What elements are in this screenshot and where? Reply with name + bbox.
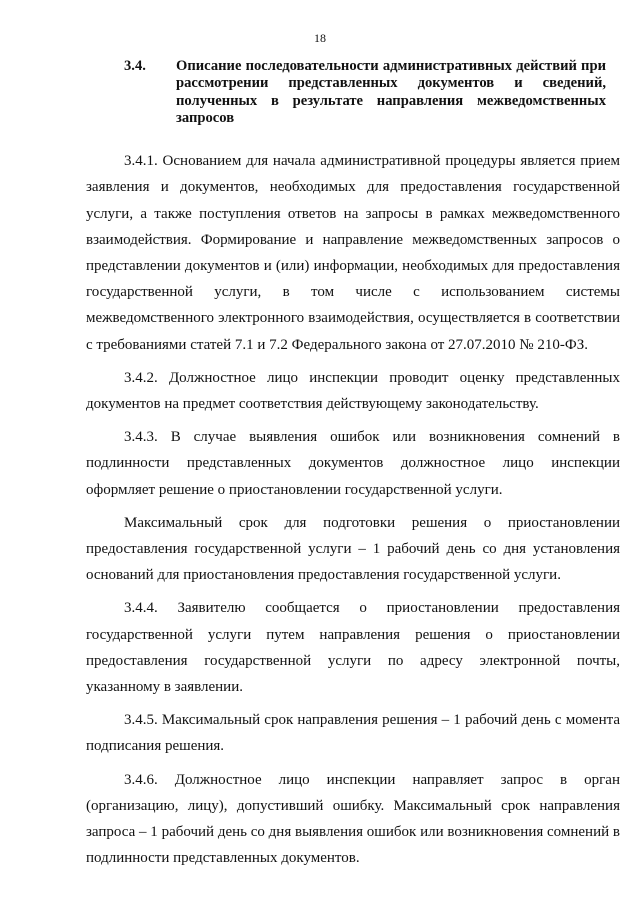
paragraph-3-4-5: 3.4.5. Максимальный срок направления решения – 1 рабочий день с момента подписания решения. — [86, 712, 620, 755]
section-heading — [86, 58, 620, 127]
page-number: 18 — [314, 31, 326, 45]
page-content — [86, 58, 620, 871]
paragraph-3-4-2: 3.4.2. Должностное лицо инспекции проводит оценку представленных документов на предмет соответствия действующему законодательству. — [86, 369, 620, 413]
paragraph-3-4-4: 3.4.4. Заявителю сообщается о приостановлении предоставления государственной услуги путем направления решения о приостановлении предоставления государственной услуги по адресу электронной почты, указанному в заявлении. — [86, 600, 620, 696]
paragraph-max-term-suspension: Максимальный срок для подготовки решения о приостановлении предоставления государственной услуги – 1 рабочий день со дня установления оснований для приостановления предоставления государственной услуги. — [86, 514, 620, 584]
paragraph-3-4-6: 3.4.6. Должностное лицо инспекции направляет запрос в орган (организацию, лицу), допустивший ошибку. Максимальный срок направления запроса – 1 рабочий день со дня выявления ошибок или возникновения сомнений в подлинности представленных документов. — [86, 771, 620, 867]
paragraph-3-4-1: 3.4.1. Основанием для начала административной процедуры является прием заявления и документов, необходимых для предоставления государственной услуги, а также поступления ответов на запросы в рамках межведомственного взаимодействия. Формирование и направление межведомственных запросов о представлении документов и (или) информации, необходимых для предоставления государственной услуги, в том числе с использованием системы межведомственного электронного взаимодействия, осуществляется в соответствии с требованиями статей 7.1 и 7.2 Федерального закона от 27.07.2010 № 210-ФЗ. — [86, 153, 620, 353]
section-number: 3.4. — [124, 58, 146, 74]
paragraph-3-4-3: 3.4.3. В случае выявления ошибок или возникновения сомнений в подлинности представленных документов должностное лицо инспекции оформляет решение о приостановлении государственной услуги. — [86, 429, 620, 498]
section-title: Описание последовательности административных действий при рассмотрении представленных документов и сведений, полученных в результате направления межведомственных запросов — [176, 58, 606, 126]
